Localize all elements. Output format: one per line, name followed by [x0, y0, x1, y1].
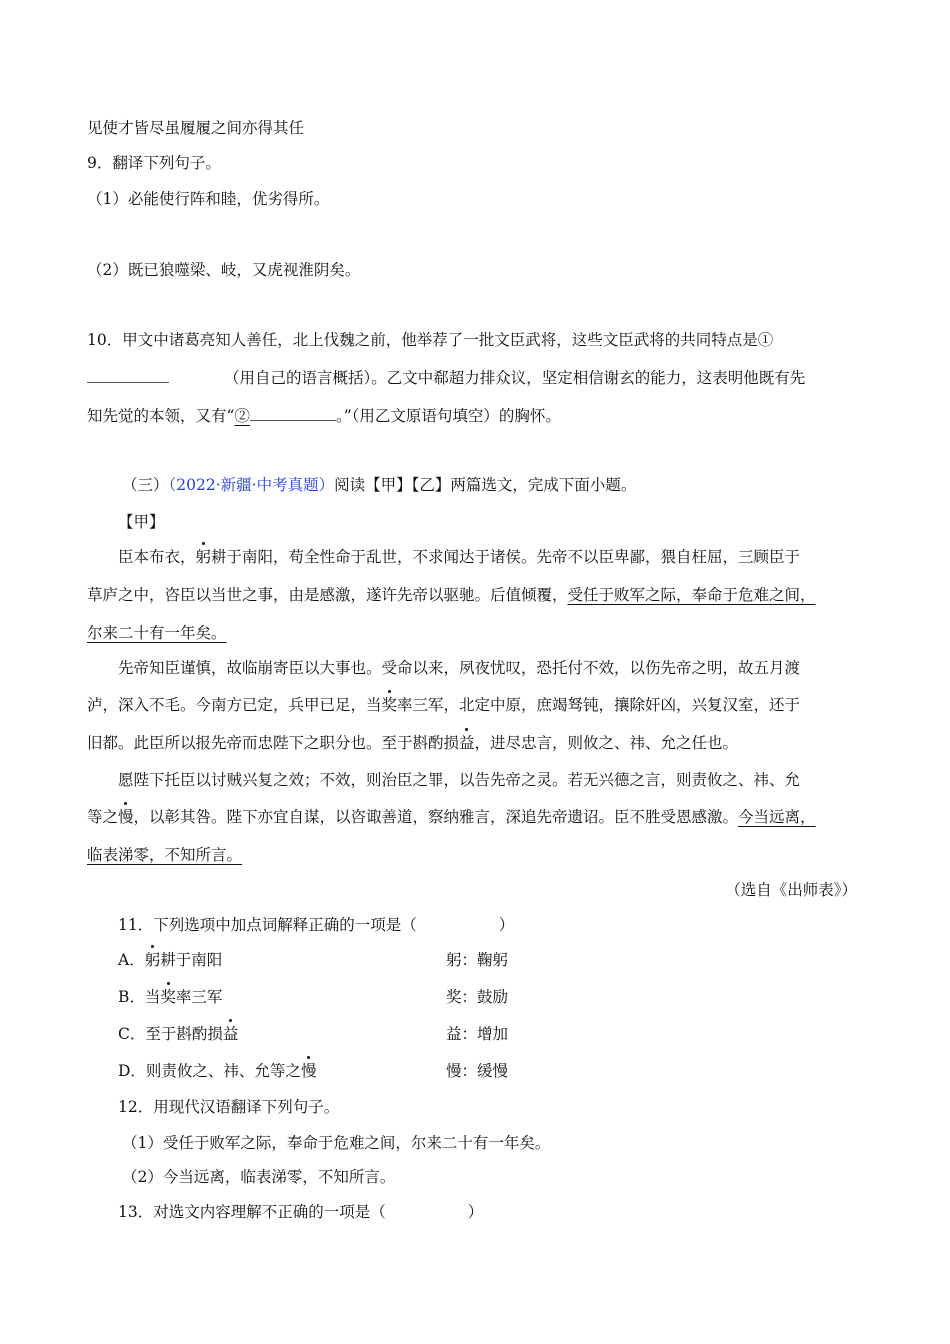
option-a-text: 耕于南阳	[160, 951, 223, 969]
passage-p3-line-2	[87, 807, 816, 827]
section-3-heading	[122, 475, 636, 495]
option-d-dotted-char: 慢	[300, 1062, 317, 1080]
p2-text-c: 旧都。此臣所以报先帝而忠陛下之职分也。至于斟酌损	[87, 734, 460, 752]
question-10-text-1: 10．甲文中诸葛亮知人善任，北上伐魏之前，他举荐了一批文臣武将，这些文臣武将的共同特点是①	[87, 331, 774, 349]
option-a-gloss: 躬：鞠躬	[446, 951, 509, 969]
blank-marker-2: ②	[234, 407, 250, 425]
option-a[interactable]	[118, 950, 222, 970]
option-a-dotted-char: 躬	[144, 951, 161, 969]
p3-text-a: 等之	[87, 808, 119, 826]
passage-p2-line-2	[87, 695, 800, 715]
question-11-stem	[118, 915, 514, 935]
passage-p2-line-1: 先帝知臣谨慎，故临崩寄臣以大事也。受命以来，夙夜忧叹，恐托付不效，以伤先帝之明，故五月渡	[118, 659, 801, 677]
option-b-gloss: 奖：鼓励	[446, 988, 509, 1006]
p3-text-b: ，以彰其咎。陛下亦宜自谋，以咨诹善道，察纳雅言，深追先帝遗诏。臣不胜受恩感激。	[133, 808, 739, 826]
p1-text-a: 臣本布衣，	[118, 548, 196, 566]
p2-text-a: 泸，深入不毛。今南方已定，兵甲已足，当	[87, 696, 382, 714]
question-10-line-1	[87, 330, 773, 350]
question-12-sentence-2: （2）今当远离，临表涕零，不知所言。	[122, 1168, 396, 1186]
question-10-line-2	[87, 368, 805, 388]
option-d-label: D．则责攸之、祎、允等之	[118, 1062, 301, 1080]
underlined-sentence-1b: 尔来二十有一年矣。	[87, 624, 227, 642]
question-13-stem	[118, 1202, 483, 1222]
question-10-text-2: （用自己的语言概括）。乙文中郗超力排众议，坚定相信谢玄的能力，这表明他既有先	[224, 369, 806, 387]
passage-fragment-line: 见使才皆尽虽履履之间亦得其任	[87, 119, 305, 137]
question-9-title: 9．翻译下列句子。	[87, 154, 221, 172]
question-9-sentence-1: （1）必能使行阵和睦，优劣得所。	[87, 190, 330, 208]
passage-p1-line-3	[87, 623, 227, 643]
section-3-instruction: 阅读【甲】【乙】两篇选文，完成下面小题。	[334, 476, 637, 494]
question-10-text-3b: 。”（用乙文原语句填空）的胸怀。	[335, 407, 561, 425]
passage-p3-line-3	[87, 845, 242, 865]
option-b-text: 率三军	[175, 988, 223, 1006]
dotted-char-yi: 益	[459, 734, 475, 752]
question-12-sentence-1: （1）受任于败军之际，奉命于危难之间，尔来二十有一年矣。	[122, 1134, 551, 1152]
question-11-text: 11．下列选项中加点词解释正确的一项是（	[118, 916, 417, 934]
question-13-close: ）	[467, 1203, 484, 1221]
option-d[interactable]	[118, 1061, 316, 1081]
option-c-dotted-char: 益	[222, 1025, 239, 1043]
option-c[interactable]	[118, 1024, 238, 1044]
exam-source-link[interactable]: （2022·新疆·中考真题）	[168, 476, 335, 494]
option-a-label: A．	[118, 951, 145, 969]
passage-jia-label: 【甲】	[118, 513, 165, 531]
p2-text-d: ，进尽忠言，则攸之、祎、允之任也。	[474, 734, 739, 752]
option-b[interactable]	[118, 987, 222, 1007]
option-b-dotted-char: 奖	[160, 988, 176, 1006]
section-3-prefix: （三）	[122, 476, 169, 494]
answer-blank-2[interactable]	[250, 406, 336, 421]
passage-p1-line-1	[118, 547, 800, 567]
question-13-text: 13．对选文内容理解不正确的一项是（	[118, 1203, 386, 1221]
dotted-char-jiang: 奖	[381, 696, 398, 714]
underlined-sentence-2a: 今当远离，	[738, 808, 816, 826]
passage-p3-line-1: 愿陛下托臣以讨贼兴复之效；不效，则治臣之罪，以告先帝之灵。若无兴德之言，则责攸之、祎、允	[118, 771, 801, 789]
question-10-text-3a: 知先觉的本领，又有“	[87, 407, 235, 425]
p1-text-c: 草庐之中，咨臣以当世之事，由是感激，遂许先帝以驱驰。后值倾覆，	[87, 586, 568, 604]
underlined-sentence-2b: 临表涕零，不知所言。	[87, 846, 243, 864]
question-12-title: 12．用现代汉语翻译下列句子。	[118, 1098, 340, 1116]
dotted-char-man: 慢	[118, 808, 134, 826]
passage-p1-line-2	[87, 585, 816, 605]
underlined-sentence-1a: 受任于败军之际，奉命于危难之间，	[567, 586, 816, 604]
question-9-sentence-2: （2）既已狼噬梁、岐，又虎视淮阴矣。	[87, 261, 361, 279]
option-c-gloss: 益：增加	[446, 1025, 509, 1043]
question-11-close: ）	[498, 916, 515, 934]
source-note: （选自《出师表》）	[725, 881, 857, 899]
answer-blank-1[interactable]	[87, 368, 169, 383]
p2-text-b: 率三军，北定中原，庶竭驽钝，攘除奸凶，兴复汉室，还于	[397, 696, 801, 714]
dotted-char-gong: 躬	[195, 548, 212, 566]
option-b-label: B．当	[118, 988, 161, 1006]
passage-p2-line-3	[87, 733, 738, 753]
p1-text-b: 耕于南阳，苟全性命于乱世，不求闻达于诸侯。先帝不以臣卑鄙，猥自枉屈，三顾臣于	[211, 548, 801, 566]
option-d-gloss: 慢：缓慢	[446, 1062, 509, 1080]
option-c-label: C．至于斟酌损	[118, 1025, 223, 1043]
question-10-line-3	[87, 406, 561, 426]
